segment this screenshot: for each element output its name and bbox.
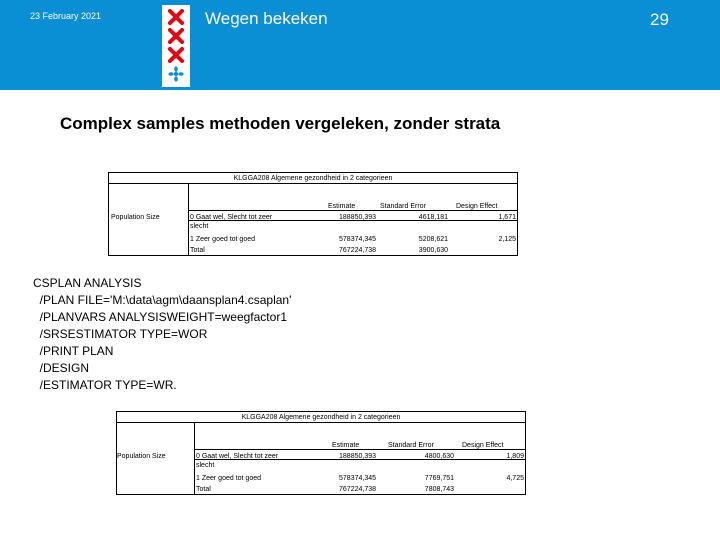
table-cell-estimate: 767224,738 (339, 247, 376, 254)
table-title: KLGGA208 Algemene gezondheid in 2 categorieen (241, 414, 401, 421)
date-label: 23 February 2021 (30, 11, 102, 21)
table-cell-design-effect: 1,809 (506, 453, 524, 460)
table-row-category: slecht (196, 462, 215, 469)
table-cell-standard-error: 3900,630 (418, 247, 448, 254)
results-table-2 (116, 411, 526, 495)
table-title: KLGGA208 Algemene gezondheid in 2 categorieen (233, 175, 393, 182)
page-number: 29 (650, 10, 669, 29)
table-cell-design-effect: 1,671 (498, 214, 516, 221)
table-cell-estimate: 188850,393 (339, 453, 376, 460)
column-header-standard-error: Standard Error (380, 203, 426, 210)
column-header-design-effect: Design Effect (462, 442, 504, 449)
table-cell-estimate: 188850,393 (339, 214, 376, 221)
table-row-category: 0 Gaat wel, Slecht tot zeer (190, 214, 273, 221)
header-title: Wegen bekeken (205, 9, 328, 28)
syntax-line: /SRSESTIMATOR TYPE=WOR (33, 327, 208, 341)
table-cell-design-effect: 4,725 (506, 475, 524, 482)
table-cell-standard-error: 4800,630 (424, 453, 454, 460)
table-row-category: 1 Zeer goed tot goed (190, 236, 255, 243)
row-label-population-size: Population Size (111, 214, 160, 221)
x-cross-icon (168, 28, 184, 44)
column-header-design-effect: Design Effect (456, 203, 498, 210)
column-header-estimate: Estimate (328, 203, 356, 210)
x-cross-icon (168, 47, 184, 63)
table-row-category: Total (196, 486, 211, 493)
table-cell-design-effect: 2,125 (498, 236, 516, 243)
spss-syntax-block (33, 275, 291, 394)
table-cell-standard-error: 7808,743 (424, 486, 454, 493)
table-cell-estimate: 767224,738 (339, 486, 376, 493)
table-row-category: 1 Zeer goed tot goed (196, 475, 261, 482)
syntax-line: /PLAN FILE='M:\data\agm\daansplan4.csaplan' (33, 293, 292, 307)
slide-title: Complex samples methoden vergeleken, zonder strata (60, 114, 501, 133)
syntax-line: /DESIGN (33, 361, 90, 375)
x-cross-icon (168, 9, 184, 25)
header-bar (0, 0, 720, 90)
column-header-estimate: Estimate (332, 442, 360, 449)
table-cell-standard-error: 5208,621 (418, 236, 448, 243)
results-table-1 (108, 172, 518, 256)
table-cell-estimate: 578374,345 (339, 475, 376, 482)
table-cell-standard-error: 4618,181 (418, 214, 448, 221)
syntax-line: /ESTIMATOR TYPE=WR. (33, 378, 177, 392)
syntax-line: /PRINT PLAN (33, 344, 114, 358)
flower-emblem-icon (168, 66, 184, 82)
table-cell-standard-error: 7769,751 (424, 475, 454, 482)
amsterdam-xxx-logo-icon (162, 5, 190, 87)
table-cell-estimate: 578374,345 (339, 236, 376, 243)
syntax-line: /PLANVARS ANALYSISWEIGHT=weegfactor1 (33, 310, 287, 324)
row-label-population-size: Population Size (117, 453, 166, 460)
table-row-category: 0 Gaat wel, Slecht tot zeer (196, 453, 279, 460)
table-row-category: slecht (190, 223, 209, 230)
column-header-standard-error: Standard Error (388, 442, 434, 449)
table-row-category: Total (190, 247, 205, 254)
syntax-line: CSPLAN ANALYSIS (33, 276, 142, 290)
